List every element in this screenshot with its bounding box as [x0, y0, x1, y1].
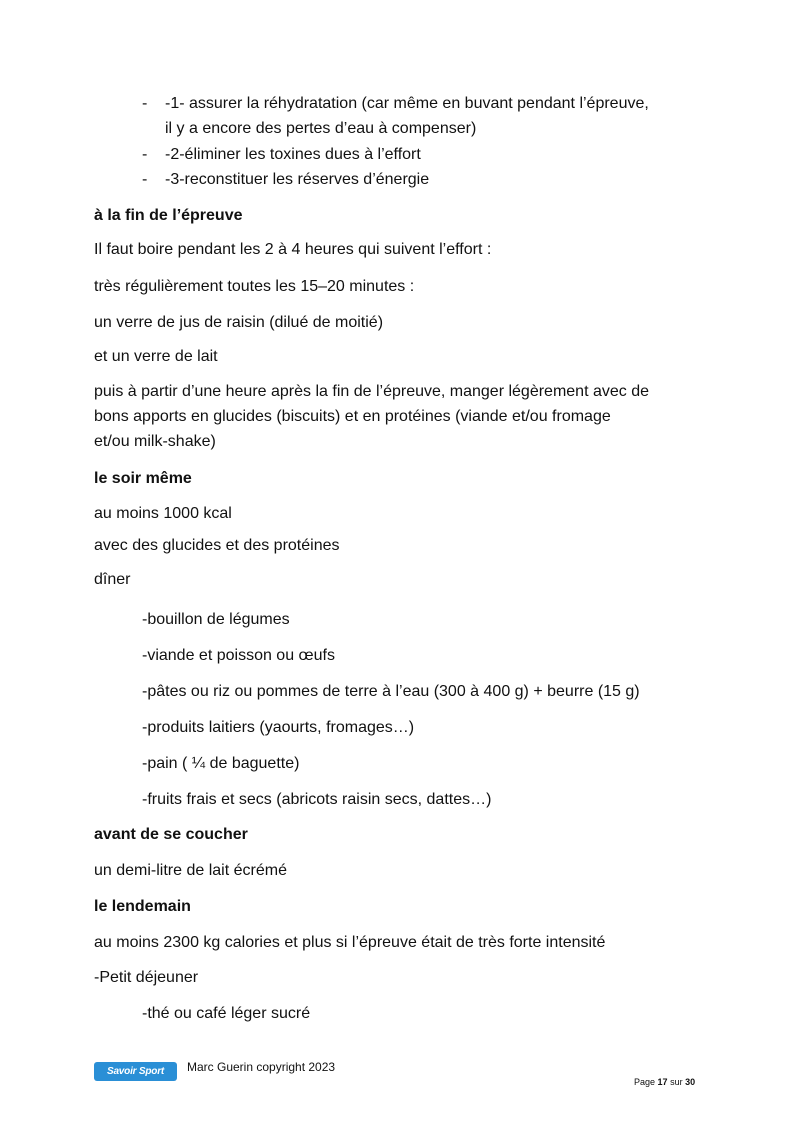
- section-heading: le lendemain: [94, 898, 191, 915]
- bullet-text: -1- assurer la réhydratation (car même en buvant pendant l’épreuve,: [165, 95, 649, 112]
- savoir-sport-sante-logo: Savoir Sport Santé: [94, 1062, 177, 1081]
- bullet-text: -3-reconstituer les réserves d’énergie: [165, 171, 430, 188]
- section-heading: avant de se coucher: [94, 826, 248, 843]
- page-separator: sur: [670, 1077, 683, 1087]
- bullet-dash: -: [142, 146, 148, 163]
- paragraph: dîner: [94, 571, 131, 588]
- paragraph: au moins 2300 kg calories et plus si l’épreuve était de très forte intensité: [94, 934, 606, 951]
- section-heading: le soir même: [94, 470, 192, 487]
- page-current: 17: [657, 1077, 668, 1087]
- menu-item: -pain ( ¼ de baguette): [142, 755, 300, 772]
- menu-item: -produits laitiers (yaourts, fromages…): [142, 719, 415, 736]
- menu-item: -bouillon de légumes: [142, 611, 290, 628]
- paragraph: avec des glucides et des protéines: [94, 537, 340, 554]
- footer-copyright: Marc Guerin copyright 2023: [187, 1060, 336, 1074]
- section-heading: à la fin de l’épreuve: [94, 207, 243, 224]
- page-number: [634, 1076, 695, 1088]
- bullet-dash: -: [142, 95, 148, 112]
- menu-item: -pâtes ou riz ou pommes de terre à l’eau (300 à 400 g) + beurre (15 g): [142, 683, 640, 700]
- paragraph: au moins 1000 kcal: [94, 505, 232, 522]
- paragraph: et/ou milk-shake): [94, 433, 216, 450]
- paragraph: et un verre de lait: [94, 348, 218, 365]
- menu-item: -viande et poisson ou œufs: [142, 647, 335, 664]
- paragraph: un verre de jus de raisin (dilué de moitié): [94, 314, 384, 331]
- page-label: Page: [634, 1077, 656, 1087]
- paragraph: bons apports en glucides (biscuits) et en protéines (viande et/ou fromage: [94, 408, 611, 425]
- paragraph: -Petit déjeuner: [94, 969, 199, 986]
- bullet-text: -2-éliminer les toxines dues à l’effort: [165, 146, 421, 163]
- bullet-dash: -: [142, 171, 148, 188]
- paragraph: Il faut boire pendant les 2 à 4 heures qui suivent l’effort :: [94, 241, 492, 258]
- bullet-text: il y a encore des pertes d’eau à compenser): [165, 120, 477, 137]
- menu-item: -fruits frais et secs (abricots raisin secs, dattes…): [142, 791, 492, 808]
- menu-item: -thé ou café léger sucré: [142, 1005, 311, 1022]
- paragraph: très régulièrement toutes les 15–20 minutes :: [94, 278, 415, 295]
- page-total: 30: [685, 1077, 696, 1087]
- paragraph: un demi-litre de lait écrémé: [94, 862, 287, 879]
- paragraph: puis à partir d’une heure après la fin de l’épreuve, manger légèrement avec de: [94, 383, 649, 400]
